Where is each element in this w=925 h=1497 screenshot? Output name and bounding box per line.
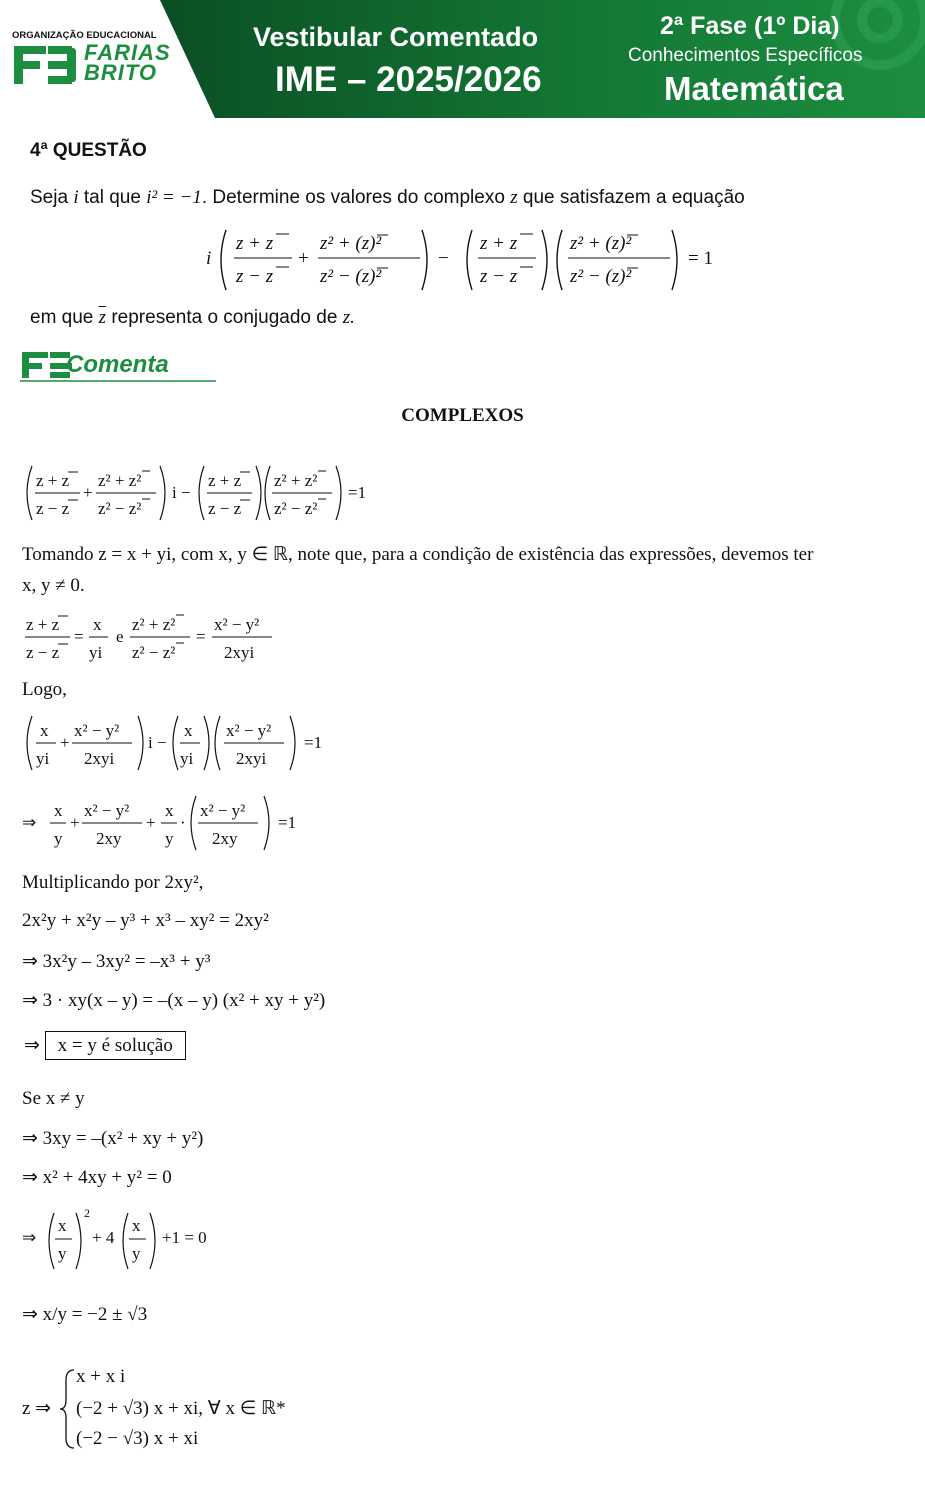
svg-text:x: x (93, 615, 102, 634)
svg-text:z − z: z − z (26, 643, 60, 662)
svg-text:=1: =1 (304, 733, 323, 752)
svg-text:+: + (298, 248, 309, 269)
svg-text:z² − z²: z² − z² (98, 499, 142, 518)
paragraph-condition: x, y ≠ 0. (22, 575, 85, 596)
svg-text:−: − (438, 248, 449, 269)
left-brace-icon (58, 1366, 78, 1452)
svg-text:yi: yi (36, 749, 50, 768)
header-area: Conhecimentos Específicos (628, 45, 863, 66)
svg-text:z − z: z − z (208, 499, 242, 518)
svg-text:y: y (54, 829, 63, 848)
question-outro: em que $\overline{z}$ representa o conjugado de z. (30, 307, 355, 328)
svg-text:i: i (206, 248, 212, 269)
logo-farias-text: FARIAS (84, 40, 171, 65)
equation-line-4: ⇒ 3xy = –(x² + xy + y²) (22, 1128, 204, 1149)
z-case-3: (−2 − √3) x + xi (76, 1428, 199, 1449)
solution-equation-3 (20, 712, 340, 774)
i-squared-equation: i² = −1 (146, 187, 202, 208)
paragraph-tomando: Tomando z = x + yi, com x, y ∈ ℝ, note que, para a condição de existência das expressões, devemos ter (22, 544, 814, 565)
header-phase: 2ª Fase (1º Dia) (660, 12, 840, 40)
svg-text:=1: =1 (278, 813, 297, 832)
header-title: Vestibular Comentado (253, 22, 539, 52)
svg-text:i −: i − (148, 733, 167, 752)
equation-line-1: 2x²y + x²y – y³ + x³ – xy² = 2xy² (22, 910, 269, 931)
svg-text:x² − y²: x² − y² (74, 721, 120, 740)
question-equation (200, 222, 730, 294)
svg-text:yi: yi (89, 643, 103, 662)
svg-text:x² − y²: x² − y² (226, 721, 272, 740)
section-title: COMPLEXOS (401, 405, 524, 426)
solution-equation-2 (22, 608, 292, 666)
svg-text:z² + (z)²: z² + (z)² (570, 233, 632, 254)
svg-text:2xyi: 2xyi (236, 749, 267, 768)
svg-text:+ 4: + 4 (92, 1228, 115, 1247)
svg-text:z − z: z − z (480, 266, 518, 287)
header-subject: Matemática (664, 70, 844, 107)
svg-text:2xy: 2xy (96, 829, 122, 848)
svg-text:z² − (z)²: z² − (z)² (570, 266, 632, 287)
svg-text:z − z: z − z (236, 266, 274, 287)
svg-text:x: x (54, 801, 63, 820)
z-label: z ⇒ (22, 1398, 52, 1419)
svg-text:=: = (196, 627, 206, 646)
svg-text:z² + z²: z² + z² (132, 615, 176, 634)
svg-text:=1: =1 (348, 483, 367, 502)
svg-text:y: y (58, 1244, 67, 1263)
svg-text:2xyi: 2xyi (224, 643, 255, 662)
solution-equation-6 (20, 1205, 230, 1271)
svg-text:+: + (83, 483, 93, 502)
solution-equation-1 (20, 462, 380, 524)
solution-equation-4 (20, 792, 320, 854)
se-x-diff-y: Se x ≠ y (22, 1088, 85, 1109)
svg-text:x: x (132, 1216, 141, 1235)
svg-text:⇒: ⇒ (22, 1228, 37, 1247)
svg-text:x² − y²: x² − y² (84, 801, 130, 820)
svg-text:z + z: z + z (26, 615, 60, 634)
comenta-text: Comenta (66, 351, 169, 378)
svg-text:z + z: z + z (480, 233, 518, 254)
svg-text:+1 = 0: +1 = 0 (162, 1228, 207, 1247)
svg-text:x: x (40, 721, 49, 740)
question-title: 4ª QUESTÃO (30, 140, 147, 161)
svg-text:=: = (74, 627, 84, 646)
svg-text:2: 2 (84, 1206, 90, 1220)
svg-text:2xyi: 2xyi (84, 749, 115, 768)
svg-text:+: + (60, 733, 70, 752)
svg-text:z² + (z)²: z² + (z)² (320, 233, 382, 254)
comenta-logo (20, 350, 220, 389)
org-label: ORGANIZAÇÃO EDUCACIONAL (12, 30, 157, 41)
svg-text:z² − (z)²: z² − (z)² (320, 266, 382, 287)
svg-text:y: y (165, 829, 174, 848)
svg-text:x: x (184, 721, 193, 740)
svg-text:z² − z²: z² − z² (132, 643, 176, 662)
svg-text:x: x (58, 1216, 67, 1235)
equation-line-3: ⇒ 3 · xy(x – y) = –(x – y) (x² + xy + y²) (22, 990, 326, 1011)
svg-text:2xy: 2xy (212, 829, 238, 848)
equation-line-5: ⇒ x² + 4xy + y² = 0 (22, 1167, 172, 1188)
svg-text:i −: i − (172, 483, 191, 502)
farias-brito-logo (12, 44, 82, 91)
logo-brito-text: BRITO (84, 60, 158, 85)
svg-text:z² + z²: z² + z² (274, 471, 318, 490)
equation-line-2: ⇒ 3x²y – 3xy² = –x³ + y³ (22, 951, 211, 972)
svg-text:z² + z²: z² + z² (98, 471, 142, 490)
svg-text:+: + (146, 813, 156, 832)
svg-text:z + z: z + z (236, 233, 274, 254)
svg-text:y: y (132, 1244, 141, 1263)
multiplicando-text: Multiplicando por 2xy², (22, 872, 204, 893)
header-subtitle: IME – 2025/2026 (275, 60, 542, 99)
svg-text:x² − y²: x² − y² (200, 801, 246, 820)
question-intro: Seja i tal que i² = −1. Determine os valores do complexo z que satisfazem a equação (30, 187, 745, 208)
svg-text:z + z: z + z (208, 471, 242, 490)
svg-text:yi: yi (180, 749, 194, 768)
equation-line-7: ⇒ x/y = −2 ± √3 (22, 1304, 148, 1325)
svg-text:x: x (165, 801, 174, 820)
z-case-2: (−2 + √3) x + xi, ∀ x ∈ ℝ* (76, 1398, 286, 1419)
z-case-1: x + x i (76, 1366, 126, 1387)
solution-box: x = y é solução (45, 1031, 186, 1060)
svg-text:·: · (180, 813, 186, 832)
svg-text:e: e (116, 627, 124, 646)
page-header (0, 0, 925, 118)
svg-text:z² − z²: z² − z² (274, 499, 318, 518)
boxed-solution: ⇒ x = y é solução (24, 1034, 186, 1057)
fb-logo-icon (12, 44, 82, 86)
svg-text:+: + (70, 813, 80, 832)
logo-word: Logo, (22, 679, 67, 700)
svg-text:= 1: = 1 (688, 248, 713, 269)
svg-text:x² − y²: x² − y² (214, 615, 260, 634)
svg-text:z + z: z + z (36, 471, 70, 490)
svg-text:z − z: z − z (36, 499, 70, 518)
svg-text:⇒: ⇒ (22, 813, 37, 832)
